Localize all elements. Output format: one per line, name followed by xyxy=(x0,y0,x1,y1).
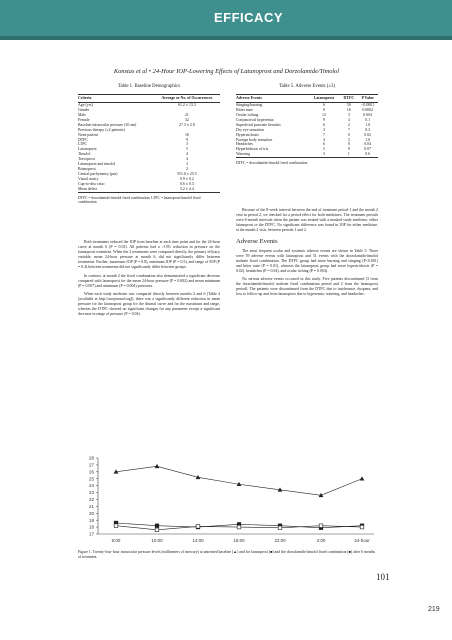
x-tick-label: 14:00 xyxy=(192,538,204,543)
table-cell-value: 61.2 ± 13.3 xyxy=(178,103,196,108)
banner-shadow xyxy=(0,36,452,40)
y-tick-label: 18 xyxy=(88,524,94,530)
table-cell-value: 0.6 xyxy=(357,152,378,157)
series-line-0 xyxy=(116,466,362,495)
table1-col2: Average or No. of Occurrences xyxy=(154,95,220,103)
table-cell-value: 0.07 xyxy=(364,147,372,152)
table-cell-label: Ocular itching xyxy=(236,113,259,117)
table1-caption: Table 1. Baseline Demographics xyxy=(117,84,181,89)
table-cell-label: Central pachymetry (μm) xyxy=(78,171,118,176)
table-cell-label: Hypertrichosis xyxy=(236,132,259,137)
table-cell-value: 0.04 xyxy=(364,142,372,147)
table-cell-value: 0.3 xyxy=(365,127,371,132)
table-cell-value: 1.0 xyxy=(365,122,371,127)
y-tick-label: 27 xyxy=(88,462,94,468)
table1 xyxy=(78,94,220,192)
table-cell-label: DTFC xyxy=(78,137,88,142)
table-cell-label: None patient xyxy=(78,132,98,137)
body-paragraph: In contrast, at month 2 the fixed combination also demonstrated a significant decrease compared with latanoprost for the mean 24-hour pressure (P = 0.002) and mean minimum (P = 0.007) and minimum (P = 0.004) pressures. xyxy=(78,273,220,288)
x-tick-label: 24-hour xyxy=(354,538,370,543)
table1-col1: Criteria xyxy=(78,95,154,103)
x-tick-label: 6:00 xyxy=(111,538,121,543)
data-point-triangle xyxy=(155,464,160,468)
table-cell-value: 5 xyxy=(323,147,325,152)
table-cell-label: Male xyxy=(78,113,86,117)
table5-caption: Table 5. Adverse Events (≥3) xyxy=(279,84,335,89)
table-cell-label: Watering xyxy=(236,152,308,157)
data-point-square xyxy=(196,525,200,529)
table-cell-label: Latanoprost and timolol xyxy=(78,162,116,167)
body-paragraph: Both treatments reduced the IOP from baseline at each time point and for the 24-hour curve at month 6 (P = 0.03). All patients had a >15% reduction in pressure on the latanoprost treatment. When the 2 treatments were compared directly, the primary efficacy variable, mean 24-hour pressure at month 6, did not significantly differ between treatments. Further, maximum IOP (P = 0.8), minimum IOP (P = 0.5), and range of IOP (P = 0.4) between treatments did not significantly differ between groups. xyxy=(78,240,220,270)
table-cell-label: Visual acuity xyxy=(78,176,99,181)
table-cell-value: 16 xyxy=(346,108,351,113)
table-cell-label: Gender xyxy=(78,108,90,113)
table5-col4: P Value xyxy=(357,95,378,103)
right-text-column xyxy=(236,208,378,300)
table-cell-value: 0 xyxy=(347,147,350,152)
table-cell-value: <0.0001 xyxy=(361,103,375,108)
table-row xyxy=(236,152,378,157)
table-cell-value: 7 xyxy=(347,127,350,132)
body-paragraph: No serious adverse events occurred in this study. Five patients discontinued (3 from the dorzolamide/timolol maleate fixed combination period and 2 from the latanoprost period). The patients were discontinued from the DTFC due to intolerance, dyspnea, and loss to follow-up and from latanoprost due to hyperemia, watering, and headaches. xyxy=(236,277,378,297)
table5 xyxy=(236,94,378,158)
table-cell-value: 12 xyxy=(322,113,326,117)
table-cell-value: 0.004 xyxy=(363,113,373,117)
table-cell-value: 0 xyxy=(323,108,325,113)
table-cell-value: 5.2 ± 4.4 xyxy=(154,187,220,192)
table-cell-value: 3 xyxy=(347,137,350,142)
table-cell-value: 1 xyxy=(340,152,357,157)
table-cell-label: Stinging/burning xyxy=(236,103,263,108)
body-paragraph: The most frequent ocular and systemic adverse events are shown in Table 5. There were 59 adverse events with latanoprost and 51 events with the dorzolamide/timolol maleate fixed combination. The DTFC group had more burning and stinging (P<0.001) and bitter taste (P = 0.01), whereas the latanoprost group had more hypertrichosis (P = 0.02), headaches (P = 0.04), and ocular itching (P = 0.004). xyxy=(236,248,378,273)
table5-block xyxy=(236,84,378,166)
data-point-square xyxy=(155,524,159,528)
table-cell-label: Cup-to-disc ratio xyxy=(78,181,105,186)
y-tick-label: 21 xyxy=(88,503,94,509)
article-page xyxy=(48,44,405,604)
table-cell-value: 0.1 xyxy=(365,117,371,122)
table-cell-value: 3 xyxy=(185,142,188,147)
table-cell-value: 2 xyxy=(347,122,350,127)
table-cell-value: 4 xyxy=(347,117,350,122)
table-cell-label: Dry eye sensation xyxy=(236,127,264,132)
table5-col2: Latanoprost xyxy=(308,95,341,103)
data-point-square xyxy=(360,525,364,529)
table-cell-value: 4 xyxy=(185,152,188,157)
y-tick-label: 17 xyxy=(88,531,94,537)
body-paragraph: Because of the 8-week interval between the end of treatment period 1 and the month 2 visit in period 2, we checked for a period effect for both medicines. The treatment periods were 6-month intervals when the patient was treated with a masked study medicine, either latanoprost or the DTFC. No significant difference was found in IOP for either medicine, at the month 2 visit, between periods 1 and 2. xyxy=(236,208,378,233)
x-tick-label: 2:00 xyxy=(316,538,326,543)
y-tick-label: 19 xyxy=(88,517,94,523)
table-cell-value: 3 xyxy=(308,152,341,157)
data-point-square xyxy=(155,528,159,532)
table-cell-value: 0.02 xyxy=(364,132,372,137)
y-tick-label: 26 xyxy=(88,469,94,475)
table5-col1: Adverse Events xyxy=(236,95,308,103)
table-cell-label: Foreign body sensation xyxy=(236,137,273,142)
table-cell-label: Superficial punctate keratitis xyxy=(236,122,281,127)
table-cell-label: Travoprost xyxy=(78,157,95,162)
y-tick-label: 20 xyxy=(88,510,94,516)
table-cell-value: 0.9 ± 0.2 xyxy=(180,176,194,181)
table5-note: DTFC = dorzolamide/timolol fixed combination. xyxy=(236,161,309,166)
iop-line-chart xyxy=(78,454,378,544)
table-cell-label: Headaches xyxy=(236,142,253,147)
data-point-square xyxy=(114,524,118,528)
left-text-column xyxy=(78,240,220,320)
y-tick-label: 23 xyxy=(88,490,94,496)
table-cell-value: 3 xyxy=(185,162,188,167)
table-cell-label: Mean defect xyxy=(78,187,154,192)
table-cell-label: Conjunctival hyperemia xyxy=(236,117,274,122)
table-cell-label: Timolol xyxy=(78,152,91,157)
table-row xyxy=(78,187,220,192)
table-cell-value: 3 xyxy=(323,127,325,132)
figure-caption: Figure 1. Twenty-four-hour intraocular pressure levels (millimeters of mercury) at untreated baseline (▲) and for latanoprost (■) and the dorzolamide/timolol fixed combination (■) after 6 months of treatment. xyxy=(78,550,376,559)
data-point-square xyxy=(319,524,323,528)
table-cell-value: 0 xyxy=(347,132,350,137)
section-heading: Adverse Events xyxy=(236,238,278,246)
table-cell-label: Bitter taste xyxy=(236,108,253,113)
table-cell-value: 21 xyxy=(184,113,189,117)
table-cell-label: Previous therapy (≥2 patients) xyxy=(78,127,125,132)
table-cell-value: 16 xyxy=(184,132,189,137)
table-cell-value: 9 xyxy=(185,137,188,142)
table-cell-value: 0 xyxy=(347,142,350,147)
footer-page-number: 219 xyxy=(428,606,440,613)
data-point-square xyxy=(278,526,282,530)
table-cell-value: 7 xyxy=(323,132,325,137)
data-point-triangle xyxy=(360,476,365,480)
table5-col3: DTFC xyxy=(340,95,357,103)
y-tick-label: 25 xyxy=(88,476,94,482)
data-point-square xyxy=(237,525,241,529)
table-cell-value: 4 xyxy=(185,157,188,162)
body-paragraph: When each study medicine was compared directly between months 2 and 6 (Table 4 [available at http://aaojournal.org]), there was a significantly different reduction in mean pressure for the latanoprost group for the diurnal curve and for the maximum and range, whereas the DTFC showed no significant changes for any parameter except a significant decrease in range of pressure (P = 0.04). xyxy=(78,291,220,317)
table-cell-value: 5 xyxy=(185,147,188,152)
table-cell-value: 4 xyxy=(323,137,325,142)
table-cell-value: 1.0 xyxy=(365,137,371,142)
table-cell-label: Brimoprost xyxy=(78,166,96,171)
table-cell-value: 0.0002 xyxy=(362,108,374,113)
table-cell-value: 27.3 ± 2.8 xyxy=(179,122,195,127)
table-cell-value: 9 xyxy=(323,117,325,122)
table-cell-value: 3 xyxy=(347,113,350,117)
x-tick-label: 22:00 xyxy=(274,538,286,543)
table-cell-label: Age (yrs) xyxy=(78,103,93,108)
x-tick-label: 10:00 xyxy=(151,538,163,543)
x-tick-label: 18:00 xyxy=(233,538,245,543)
table-cell-value: 6 xyxy=(323,142,325,147)
table-cell-label: Female xyxy=(78,117,90,122)
table-cell-value: 6 xyxy=(323,103,325,108)
y-tick-label: 24 xyxy=(88,483,94,489)
table-cell-label: Latanoprost xyxy=(78,147,97,152)
banner-title: EFFICACY xyxy=(214,10,283,25)
table-cell-value: 0.6 ± 0.3 xyxy=(180,181,194,186)
table1-note: DTFC = dorzolamide/timolol fixed combination; LTFC = latanoprost/timolol fixed combination. xyxy=(78,195,201,205)
page-number: 101 xyxy=(376,572,390,582)
table-cell-value: 6 xyxy=(323,122,325,127)
table1-block xyxy=(78,84,220,205)
table-cell-value: 50 xyxy=(346,103,351,108)
table-cell-label: Baseline intraocular pressure (10 am) xyxy=(78,122,137,127)
table-cell-value: 2 xyxy=(185,166,188,171)
table-cell-value: 32 xyxy=(184,117,189,122)
y-tick-label: 22 xyxy=(88,497,94,503)
table-cell-label: Hyperhidrosis of iris xyxy=(236,147,269,152)
table-cell-value: 551.0 ± 25.5 xyxy=(177,171,197,176)
y-tick-label: 28 xyxy=(88,455,94,461)
running-header: Konstas et al • 24-Hour IOP-Lowering Effects of Latanoprost and Dorzolamide/Timolol xyxy=(113,68,340,75)
table-cell-label: LTFC xyxy=(78,142,88,147)
